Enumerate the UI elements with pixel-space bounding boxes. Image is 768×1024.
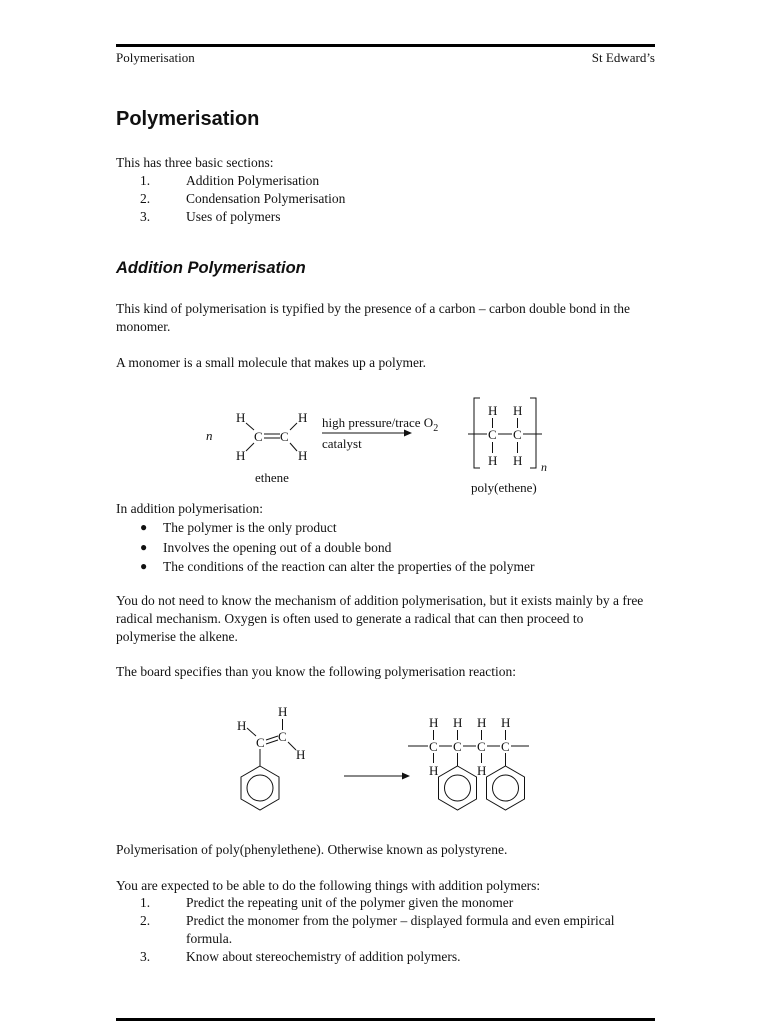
list-item: 2. Condensation Polymerisation xyxy=(140,191,346,206)
atom-label: H xyxy=(429,715,439,730)
list-item: ● The conditions of the reaction can alter the properties of the polymer xyxy=(140,559,535,574)
reaction-arrow xyxy=(344,773,410,780)
atom-label: H xyxy=(501,715,511,730)
atom-label: C xyxy=(453,739,462,754)
list-item: 3. Know about stereochemistry of addition polymers. xyxy=(140,949,461,964)
header-left: Polymerisation xyxy=(116,50,195,65)
header-right: St Edward’s xyxy=(591,50,655,65)
atom-label: H xyxy=(237,718,247,733)
list-item: ● Involves the opening out of a double bond xyxy=(140,539,392,555)
atom-label: C xyxy=(501,739,510,754)
expected-list xyxy=(116,894,621,966)
n-coefficient: n xyxy=(206,428,213,443)
list-item: 3. Uses of polymers xyxy=(140,209,281,224)
atom-label: C xyxy=(278,729,287,744)
atom-label: H xyxy=(453,715,463,730)
polyethene-label: poly(ethene) xyxy=(471,480,537,495)
polymer-brackets xyxy=(474,398,536,468)
atom-label: H xyxy=(278,704,288,719)
atom-label: H xyxy=(429,763,439,778)
reaction-condition-1: high pressure/trace $O_2$ xyxy=(322,415,439,434)
atom-label: H xyxy=(298,448,308,463)
reaction-condition-2: catalyst xyxy=(322,436,362,451)
atom-label: C xyxy=(429,739,438,754)
ethene-label: ethene xyxy=(255,470,289,485)
atom-label: H xyxy=(298,410,308,425)
atom-label: C xyxy=(254,429,263,444)
paragraph-mechanism: You do not need to know the mechanism of addition polymerisation, but it exists mainly by a free radical mechanism. Oxygen is often used to generate a radical that can then proceed to polymerise the alkene. xyxy=(116,593,644,644)
atom-label: H xyxy=(488,403,498,418)
atom-label: H xyxy=(477,715,487,730)
paragraph-definition: This kind of polymerisation is typified by the presence of a carbon – carbon double bond in the monomer. xyxy=(116,301,630,334)
bullet-list xyxy=(116,518,656,577)
intro-text: This has three basic sections: xyxy=(116,155,274,170)
atom-label: H xyxy=(236,410,246,425)
sections-list xyxy=(116,172,656,226)
monomer-bonds xyxy=(241,719,296,810)
atom-label: H xyxy=(488,453,498,468)
section-heading-addition: Addition Polymerisation xyxy=(116,259,306,277)
atom-label: H xyxy=(296,747,306,762)
list-item: 1. Addition Polymerisation xyxy=(140,173,320,188)
atom-label: C xyxy=(256,735,265,750)
atom-label: C xyxy=(477,739,486,754)
paragraph-expected: You are expected to be able to do the following things with addition polymers: xyxy=(116,878,541,893)
atom-label: C xyxy=(488,427,497,442)
list-item: 1. Predict the repeating unit of the polymer given the monomer xyxy=(140,895,514,910)
styrene-polymerisation-diagram xyxy=(220,700,540,822)
atom-label: H xyxy=(236,448,246,463)
list-item: ● The polymer is the only product xyxy=(140,520,337,535)
atom-label: H xyxy=(477,763,487,778)
atom-label: H xyxy=(513,453,523,468)
in-addition-label: In addition polymerisation: xyxy=(116,501,263,516)
footer-rule xyxy=(116,1018,655,1021)
n-subscript: n xyxy=(541,460,547,474)
paragraph-monomer: A monomer is a small molecule that makes up a polymer. xyxy=(116,355,427,370)
atom-label: C xyxy=(280,429,289,444)
paragraph-board: The board specifies than you know the following polymerisation reaction: xyxy=(116,664,517,679)
atom-label: H xyxy=(513,403,523,418)
ethene-polymerisation-diagram xyxy=(190,392,570,500)
list-item: 2. Predict the monomer from the polymer – displayed formula and even empirical formula. xyxy=(140,913,615,946)
page-title: Polymerisation xyxy=(116,108,260,130)
paragraph-polystyrene: Polymerisation of poly(phenylethene). Otherwise known as polystyrene. xyxy=(116,842,508,857)
polymer-bonds xyxy=(408,730,529,810)
atom-label: C xyxy=(513,427,522,442)
header-rule xyxy=(116,44,655,47)
polymer-bonds xyxy=(468,418,542,453)
